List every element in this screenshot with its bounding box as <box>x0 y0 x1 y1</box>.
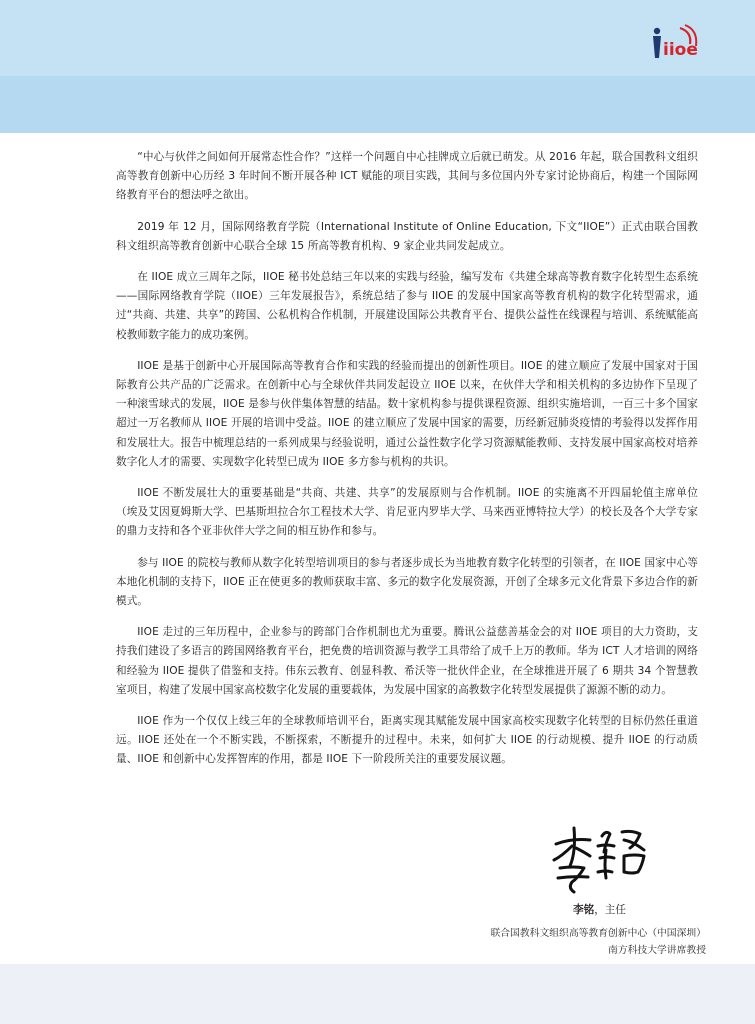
handwritten-signature <box>548 822 652 894</box>
signatory-affiliation <box>400 925 706 959</box>
paragraph-4: IIOE 是基于创新中心开展国际高等教育合作和实践的经验而提出的创新性项目。IIOE 的建立顺应了发展中国家对于国际教育公共产品的广泛需求。在创新中心与全球伙伴共同发起设立 IIOE 以来，在伙伴大学和相关机构的多边协作下呈现了一种滚雪球式的发展，IIOE 是参与伙伴集体智慧的结晶。数十家机构参与提供课程资源、组织实施培训，一百三十多个国家超过一万名教师从 IIOE 开展的培训中受益。IIOE 的建立顺应了发展中国家的需要，历经新冠肺炎疫情的考验得以发挥作用和发展壮大。报告中梳理总结的一系列成果与经验说明，通过公益性数字化学习资源赋能教师、支持发展中国家高校对培养数字化人才的需要、实现数字化转型已成为 IIOE 多方参与机构的共识。 <box>116 359 698 468</box>
header-band-bottom <box>0 76 755 133</box>
paragraph-3: 在 IIOE 成立三周年之际，IIOE 秘书处总结三年以来的实践与经验，编写发布《共建全球高等教育数字化转型生态系统——国际网络教育学院（IIOE）三年发展报告》，系统总结了参与 IIOE 的发展中国家高等教育机构的数字化转型需求，通过“共商、共建、共享”的跨国、公私机构合作机制，开展建设国际公共教育平台、提供公益性在线课程与培训、系统赋能高校教师数字能力的成功案例。 <box>116 271 698 341</box>
signatory-title: ，主任 <box>594 904 626 916</box>
paragraph-8: IIOE 作为一个仅仅上线三年的全球教师培训平台，距离实现其赋能发展中国家高校实现数字化转型的目标仍然任重道远。IIOE 还处在一个不断实践，不断探索，不断提升的过程中。未来，如何扩大 IIOE 的行动规模、提升 IIOE 的行动质量、IIOE 和创新中心发挥智库的作用，都是 IIOE 下一阶段所关注的重要发展议题。 <box>116 715 698 766</box>
paragraph-2: 2019 年 12 月，国际网络教育学院（International Institute of Online Education, 下文“IIOE”）正式由联合国教科文组织高等教育创新中心联合全球 15 所高等教育机构、9 家企业共同发起成立。 <box>116 220 698 252</box>
paragraph-7: IIOE 走过的三年历程中，企业参与的跨部门合作机制也尤为重要。腾讯公益慈善基金会的对 IIOE 项目的大力资助，支持我们建设了多语言的跨国网络教育平台，把免费的培训资源与教学工具带给了成千上万的教师。华为 ICT 人才培训的网络和经验为 IIOE 提供了借鉴和支持。伟东云教育、创显科教、希沃等一批伙伴企业，在全球推进开展了 6 期共 34 个智慧教室项目，构建了发展中国家高校数字化发展的重要载体，为发展中国家的高教数字化转型发展提供了源源不断的动力。 <box>116 626 698 696</box>
letter-body <box>116 148 698 782</box>
paragraph-6: 参与 IIOE 的院校与教师从数字化转型培训项目的参与者逐步成长为当地教育数字化转型的引领者，在 IIOE 国家中心等本地化机制的支持下，IIOE 正在使更多的教师获取丰富、多元的数字化发展资源，开创了全球多元文化背景下多边合作的新模式。 <box>116 556 698 608</box>
paragraph-1: “中心与伙伴之间如何开展常态性合作？”这样一个问题自中心挂牌成立后就已萌发。从 2016 年起，联合国教科文组织高等教育创新中心历经 3 年时间不断开展各种 ICT 赋能的项目实践，其间与多位国内外专家讨论协商后，构建一个国际网络教育平台的想法呼之欲出。 <box>116 151 698 202</box>
header-band-top <box>0 0 755 76</box>
paragraph-5: IIOE 不断发展壮大的重要基础是“共商、共建、共享”的发展原则与合作机制。IIOE 的实施离不开四届轮值主席单位（埃及艾因夏姆斯大学、巴基斯坦拉合尔工程技术大学、肯尼亚内罗毕大学、马来西亚博特拉大学）的校长及各个大学专家的鼎力支持和各个亚非伙伴大学之间的相互协作和参与。 <box>116 487 698 538</box>
footer-band <box>0 964 755 1024</box>
signatory-name <box>440 902 626 917</box>
signatory-name-text: 李铭 <box>573 904 595 916</box>
signatory-org-line-1: 联合国教科文组织高等教育创新中心（中国深圳） <box>490 928 706 939</box>
iioe-logo-icon <box>644 22 700 64</box>
signatory-org-line-2: 南方科技大学讲席教授 <box>608 945 706 956</box>
logo-text: iioe <box>663 40 698 60</box>
